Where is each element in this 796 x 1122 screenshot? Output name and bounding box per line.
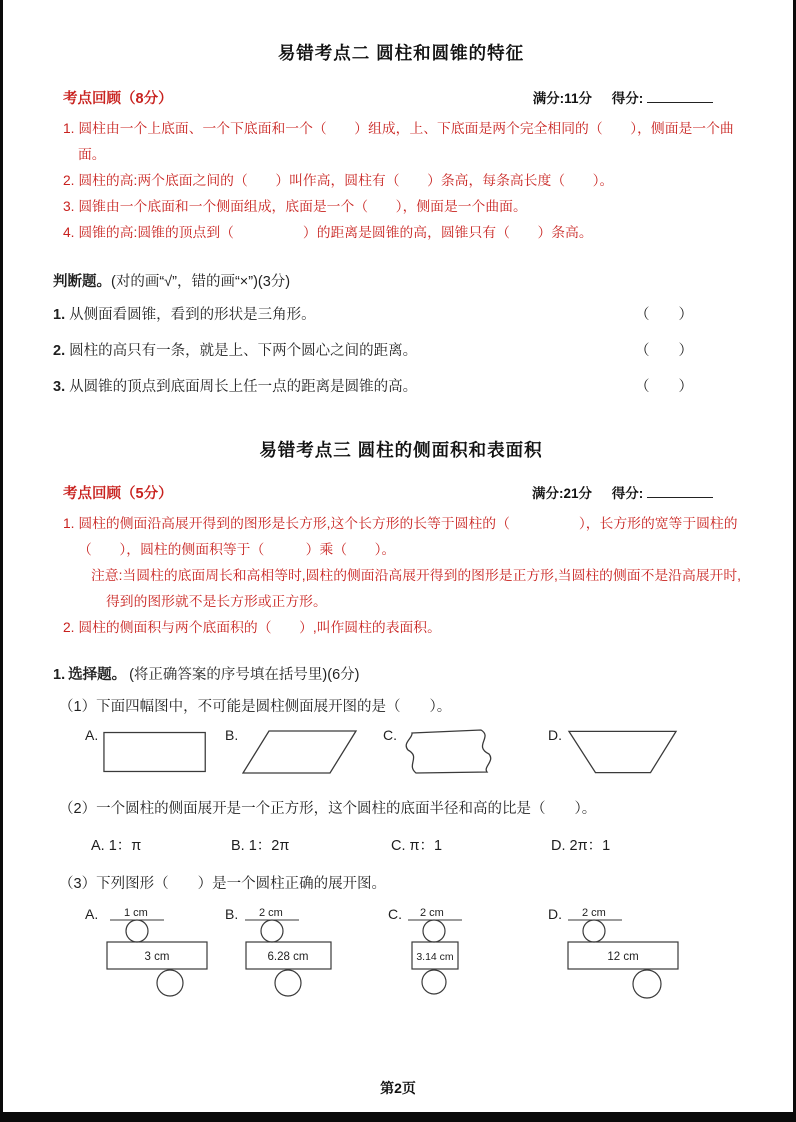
q1-option-b — [225, 726, 383, 778]
width-label: 3 cm — [144, 951, 170, 963]
section2-score-blank — [647, 91, 713, 103]
q3-option-c — [388, 905, 548, 1003]
q3-option-c-label: C. — [388, 906, 402, 922]
q3-option-a — [85, 905, 225, 1003]
page-number: 第2页 — [380, 1080, 416, 1096]
section2-review-heading: 考点回顾（8分） — [63, 91, 173, 107]
judge-item-1-num: 1. — [53, 307, 66, 323]
judge-item-1-body: 从侧面看圆锥，看到的形状是三角形。 — [69, 307, 316, 323]
q1-option-d-label: D. — [548, 727, 562, 743]
review3-item-2: 2. 圆柱的侧面积与两个底面积的（ ）,叫作圆柱的表面积。 — [63, 620, 441, 635]
q3-option-b — [225, 905, 388, 1003]
section3-title: 易错考点三 圆柱的侧面积和表面积 — [259, 440, 543, 460]
width-label: 3.14 cm — [416, 951, 454, 963]
q2-options-row — [53, 834, 749, 855]
choice-title-bold: 选择题。 — [68, 667, 127, 683]
choice-section-title — [53, 663, 749, 684]
choice-num: 1. — [53, 667, 66, 683]
cylinder-net-diagram-b — [242, 905, 347, 1003]
judge-item-2-body: 圆柱的高只有一条，就是上、下两个圆心之间的距离。 — [69, 343, 418, 359]
review-item-3: 3. 圆锥由一个底面和一个侧面组成，底面是一个（ ），侧面是一个曲面。 — [63, 199, 527, 214]
judge-item-3-num: 3. — [53, 379, 66, 395]
q1-option-d — [548, 726, 679, 778]
choice-title-rest: (将正确答案的序号填在括号里)(6分) — [129, 667, 360, 683]
q1-option-c — [383, 726, 548, 778]
q2-option-a: A. 1：π — [91, 838, 142, 854]
judge-item-2-text — [53, 339, 417, 363]
width-label: 12 cm — [607, 951, 639, 963]
review3-note: 注意:当圆柱的底面周长和高相等时,圆柱的侧面沿高展开得到的图形是正方形,当圆柱的侧面不是沿高展开时,得到的图形就不是长方形或正方形。 — [91, 568, 741, 609]
section3-score-area — [532, 482, 713, 502]
section3-review-row — [53, 482, 749, 503]
q3-text: （3）下列图形（ ）是一个圆柱正确的展开图。 — [59, 876, 387, 892]
section2-full-score: 满分:11分 — [532, 91, 592, 106]
diameter-label: 2 cm — [259, 907, 284, 919]
rectangle-shape — [102, 726, 214, 778]
answer-bracket: （ ） — [635, 307, 693, 323]
trapezoid-shape — [566, 726, 679, 778]
q2-option-c: C. π：1 — [391, 838, 443, 854]
q1-option-a-label: A. — [85, 727, 99, 743]
answer-bracket: （ ） — [635, 343, 693, 359]
section3-review-heading: 考点回顾（5分） — [63, 486, 173, 502]
q1-options-row — [53, 726, 749, 778]
section2-review-row — [53, 87, 749, 108]
judge-item-3-text — [53, 375, 417, 399]
judge-item-3-body: 从圆锥的顶点到底面周长上任一点的距离是圆锥的高。 — [69, 379, 418, 395]
judge-title-rest: (对的画“√”，错的画“×”)(3分) — [111, 274, 291, 290]
q3-options-row — [53, 905, 749, 1003]
review-item-4: 4. 圆锥的高:圆锥的顶点到（ ）的距离是圆锥的高，圆锥只有（ ）条高。 — [63, 225, 593, 240]
width-label: 6.28 cm — [267, 951, 309, 963]
judge-item-1-text — [53, 303, 316, 327]
q1-text: （1）下面四幅图中，不可能是圆柱侧面展开图的是（ ）。 — [59, 699, 452, 715]
section3-score-label: 得分: — [611, 486, 644, 501]
section3-score-blank — [647, 486, 713, 498]
q2-option-b: B. 1：2π — [231, 838, 290, 854]
section2-title: 易错考点二 圆柱和圆锥的特征 — [277, 43, 525, 63]
review3-item-1: 1. 圆柱的侧面沿高展开得到的图形是长方形,这个长方形的长等于圆柱的（ ），长方形的宽等于圆柱的（ ），圆柱的侧面积等于（ ）乘（ ）。 — [63, 516, 738, 557]
review-item-1: 1. 圆柱由一个上底面、一个下底面和一个（ ）组成，上、下底面是两个完全相同的（ ），侧面是一个曲面。 — [63, 121, 734, 162]
q2-text: （2）一个圆柱的侧面展开是一个正方形，这个圆柱的底面半径和高的比是（ ）。 — [59, 801, 597, 817]
section3-review-items — [53, 511, 749, 641]
wavy-quadrilateral-shape — [401, 726, 501, 778]
q1-option-b-label: B. — [225, 727, 239, 743]
q3-option-b-label: B. — [225, 906, 239, 922]
q3-option-d-label: D. — [548, 906, 562, 922]
review-item-2: 2. 圆柱的高:两个底面之间的（ ）叫作高，圆柱有（ ）条高，每条高长度（ ）。 — [63, 173, 614, 188]
cylinder-net-diagram-c — [406, 905, 486, 1003]
q3-option-a-label: A. — [85, 906, 99, 922]
answer-bracket: （ ） — [635, 379, 693, 395]
judge-item-2-num: 2. — [53, 343, 66, 359]
judge-item-3 — [53, 375, 749, 399]
diameter-label: 2 cm — [582, 907, 606, 919]
parallelogram-shape — [242, 726, 358, 778]
judge-section-title — [53, 270, 749, 291]
section2-score-area — [533, 87, 713, 107]
judge-title-bold: 判断题。 — [53, 274, 111, 290]
diameter-label: 2 cm — [420, 907, 444, 919]
page-content — [3, 0, 793, 1003]
section3-full-score: 满分:21分 — [531, 486, 592, 501]
diameter-label: 1 cm — [124, 907, 149, 919]
cylinder-net-diagram-a — [102, 905, 217, 1003]
q3-option-d — [548, 905, 691, 1003]
q1-option-c-label: C. — [383, 727, 397, 743]
q1-option-a — [85, 726, 225, 778]
section2-review-items — [53, 116, 749, 246]
section2-score-label: 得分: — [611, 91, 644, 106]
judge-item-2 — [53, 339, 749, 363]
cylinder-net-diagram-d — [566, 905, 691, 1003]
q2-option-d: D. 2π：1 — [551, 838, 611, 854]
judge-item-1 — [53, 303, 749, 327]
